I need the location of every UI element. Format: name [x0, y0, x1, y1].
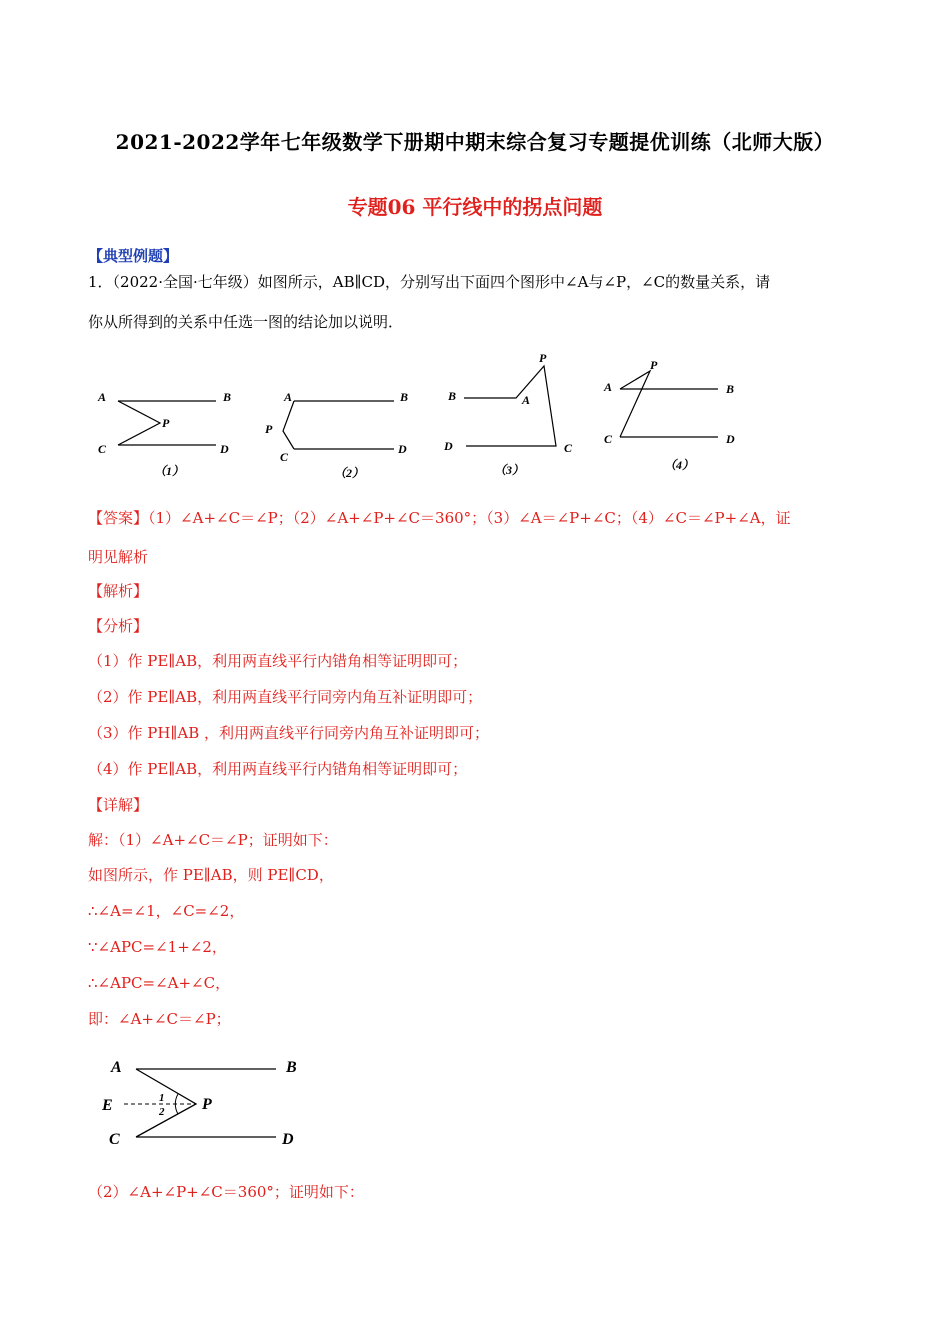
fig1-label-b: B: [223, 390, 232, 404]
fig3-label-p: P: [539, 351, 547, 365]
figure-3: [436, 346, 586, 486]
fig1-caption: （1）: [154, 464, 185, 478]
figure-2: [258, 385, 418, 489]
analysis-line-3: （3）作 PH∥AB ，利用两直线平行同旁内角互补证明即可；: [88, 724, 490, 742]
answer-tag: 【答案】: [88, 509, 149, 527]
proof-label-angle-2: 2: [159, 1106, 165, 1118]
answer-line-2: 明见解析: [88, 548, 149, 566]
next-proof-line: （2）∠A+∠P+∠C＝360°；证明如下：: [88, 1183, 364, 1201]
analysis-line-2: （2）作 PE∥AB，利用两直线平行同旁内角互补证明即可；: [88, 688, 483, 706]
proof-label-a: A: [111, 1059, 122, 1076]
analysis-line-1: （1）作 PE∥AB，利用两直线平行内错角相等证明即可；: [88, 652, 468, 670]
fig2-label-d: D: [398, 442, 407, 456]
fenxi-tag: 【分析】: [88, 617, 149, 635]
fig1-label-c: C: [98, 442, 107, 456]
detail-line-6: 即：∠A+∠C＝∠P；: [88, 1010, 231, 1028]
figure-4: [598, 355, 758, 484]
fig3-label-d: D: [444, 439, 453, 453]
detail-tag: 【详解】: [88, 796, 149, 814]
fig2-label-c: C: [280, 450, 289, 464]
fig1-label-d: D: [220, 442, 229, 456]
fig2-label-p: P: [265, 422, 273, 436]
fig2-label-b: B: [400, 390, 409, 404]
detail-line-2: 如图所示，作 PE∥AB，则 PE∥CD，: [88, 866, 334, 884]
question-line-2: 你从所得到的关系中任选一图的结论加以说明．: [88, 313, 404, 331]
fig3-label-a: A: [522, 393, 531, 407]
fig4-caption: （4）: [664, 458, 695, 472]
detail-line-4: ∵∠APC=∠1+∠2，: [88, 938, 227, 956]
proof-label-angle-1: 1: [159, 1092, 165, 1104]
question-line-1: 1．（2022·全国·七年级）如图所示，AB∥CD，分别写出下面四个图形中∠A与∠P，∠C的数量关系，请: [88, 273, 771, 291]
fig4-label-b: B: [726, 382, 735, 396]
detail-line-3: ∴∠A=∠1，∠C=∠2，: [88, 902, 245, 920]
topic-title: 专题06 平行线中的拐点问题: [347, 195, 603, 219]
fig3-caption: （3）: [494, 463, 525, 477]
proof-figure: [96, 1050, 326, 1159]
proof-label-c: C: [109, 1131, 120, 1148]
proof-label-d: D: [282, 1131, 294, 1148]
fig1-label-a: A: [98, 390, 107, 404]
fig2-caption: （2）: [334, 466, 365, 480]
fig3-label-c: C: [564, 441, 573, 455]
fig4-label-a: A: [604, 380, 613, 394]
proof-label-p: P: [202, 1096, 212, 1113]
proof-label-e: E: [102, 1097, 113, 1114]
analysis-tag: 【解析】: [88, 582, 149, 600]
answer-text: （1）∠A+∠C＝∠P；（2）∠A+∠P+∠C＝360°；（3）∠A＝∠P+∠C；（4）∠C＝∠P+∠A，证: [148, 509, 791, 527]
fig1-label-p: P: [162, 416, 170, 430]
section-label: 【典型例题】: [88, 247, 179, 265]
detail-line-5: ∴∠APC=∠A+∠C，: [88, 974, 231, 992]
fig4-label-p: P: [650, 358, 658, 372]
fig4-label-c: C: [604, 432, 613, 446]
detail-line-1: 解：（1）∠A+∠C＝∠P；证明如下：: [88, 831, 338, 849]
figure-1: [90, 385, 250, 489]
fig3-label-b: B: [448, 389, 457, 403]
fig2-label-a: A: [284, 390, 293, 404]
fig4-label-d: D: [726, 432, 735, 446]
analysis-line-4: （4）作 PE∥AB，利用两直线平行内错角相等证明即可；: [88, 760, 468, 778]
answer-line-1: [88, 507, 791, 528]
document-title: 2021-2022学年七年级数学下册期中期末综合复习专题提优训练（北师大版）: [115, 130, 835, 154]
proof-label-b: B: [286, 1059, 297, 1076]
